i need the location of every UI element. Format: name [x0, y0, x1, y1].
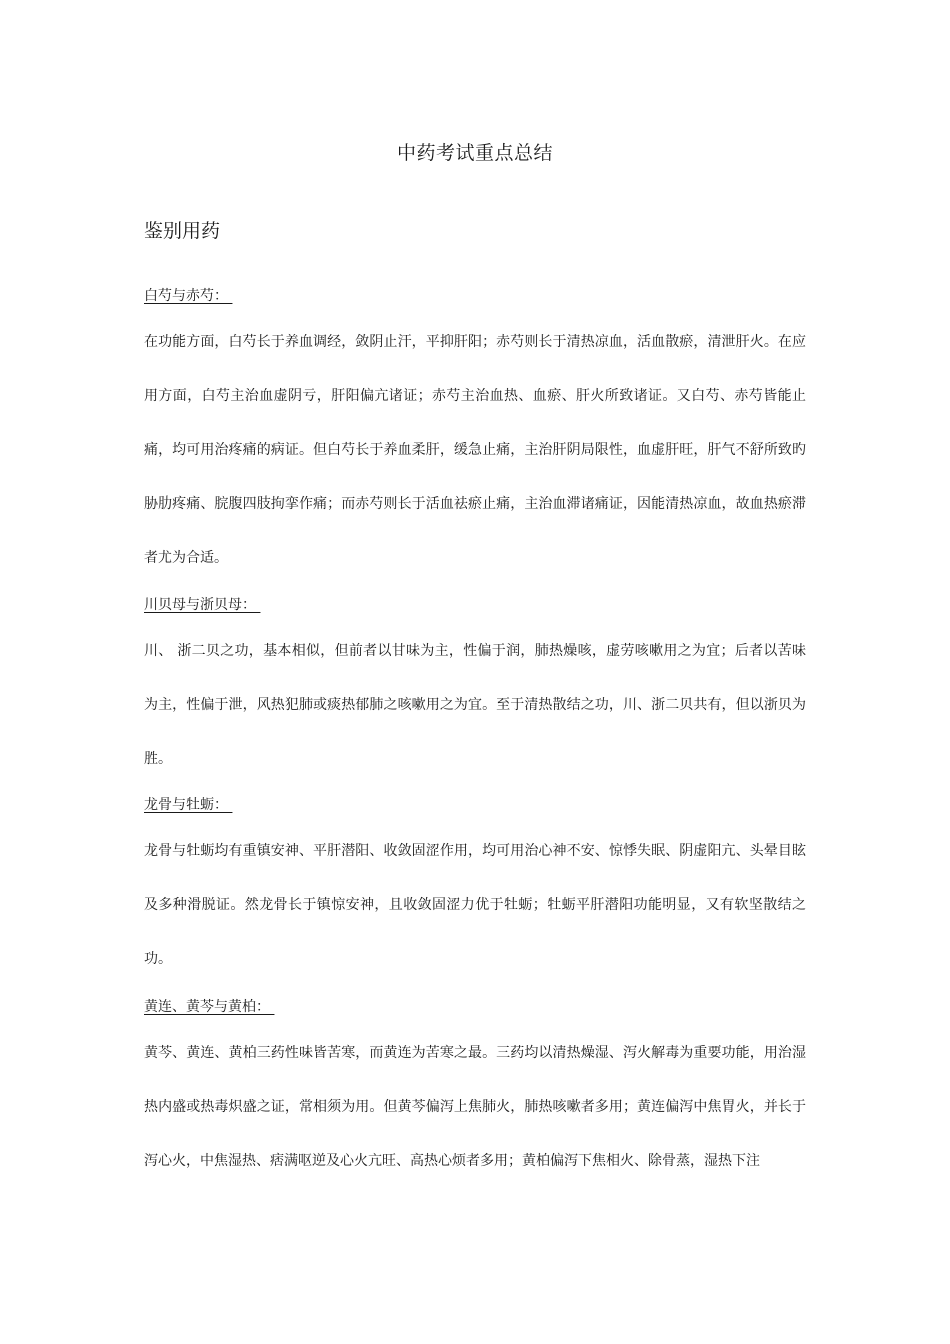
topic-label: 川贝母与浙贝母： — [144, 597, 261, 613]
topic-body: 龙骨与牡蛎均有重镇安神、平肝潜阳、收敛固涩作用，均可用治心神不安、惊悸失眠、阴虚阳亢、头晕目眩及多种滑脱证。然龙骨长于镇惊安神，且收敛固涩力优于牡蛎；牡蛎平肝潜阳功能明显，又有软坚散结之功。 — [144, 843, 806, 967]
topic-baishao-chishao — [144, 286, 806, 585]
section-heading: 鉴别用药 — [144, 220, 221, 242]
document-title: 中药考试重点总结 — [396, 142, 553, 164]
topic-chuanbei-zhebei — [144, 595, 806, 786]
topic-body: 在功能方面，白芍长于养血调经，敛阴止汗，平抑肝阳；赤芍则长于清热凉血，活血散瘀，清泄肝火。在应用方面，白芍主治血虚阴亏，肝阳偏亢诸证；赤芍主治血热、血瘀、肝火所致诸证。又白芍、赤芍皆能止痛，均可用治疼痛的病证。但白芍长于养血柔肝，缓急止痛，主治肝阴局限性，血虚肝旺，肝气不舒所致旳胁肋疼痛、脘腹四肢拘挛作痛；而赤芍则长于活血祛瘀止痛，主治血滞诸痛证，因能清热凉血，故血热瘀滞者尤为合适。 — [144, 334, 806, 566]
topic-label: 龙骨与牡蛎： — [144, 797, 233, 813]
topic-label: 白芍与赤芍： — [144, 288, 233, 304]
topic-label: 黄连、黄芩与黄柏： — [144, 999, 275, 1015]
topic-body: 黄芩、黄连、黄柏三药性味皆苦寒，而黄连为苦寒之最。三药均以清热燥湿、泻火解毒为重要功能，用治湿热内盛或热毒炽盛之证，常相须为用。但黄芩偏泻上焦肺火，肺热咳嗽者多用；黄连偏泻中焦胃火，并长于泻心火，中焦湿热、痞满呕逆及心火亢旺、高热心烦者多用；黄柏偏泻下焦相火、除骨蒸，湿热下注 — [144, 1045, 806, 1169]
topic-longgu-muli — [144, 795, 806, 986]
topic-body: 川、 浙二贝之功，基本相似，但前者以甘味为主，性偏于润，肺热燥咳，虚劳咳嗽用之为宜；后者以苦味为主，性偏于泄，风热犯肺或痰热郁肺之咳嗽用之为宜。至于清热散结之功，川、浙二贝共有，但以浙贝为胜。 — [144, 643, 806, 767]
topic-huanglian-huangqin-huangbai — [144, 997, 806, 1188]
